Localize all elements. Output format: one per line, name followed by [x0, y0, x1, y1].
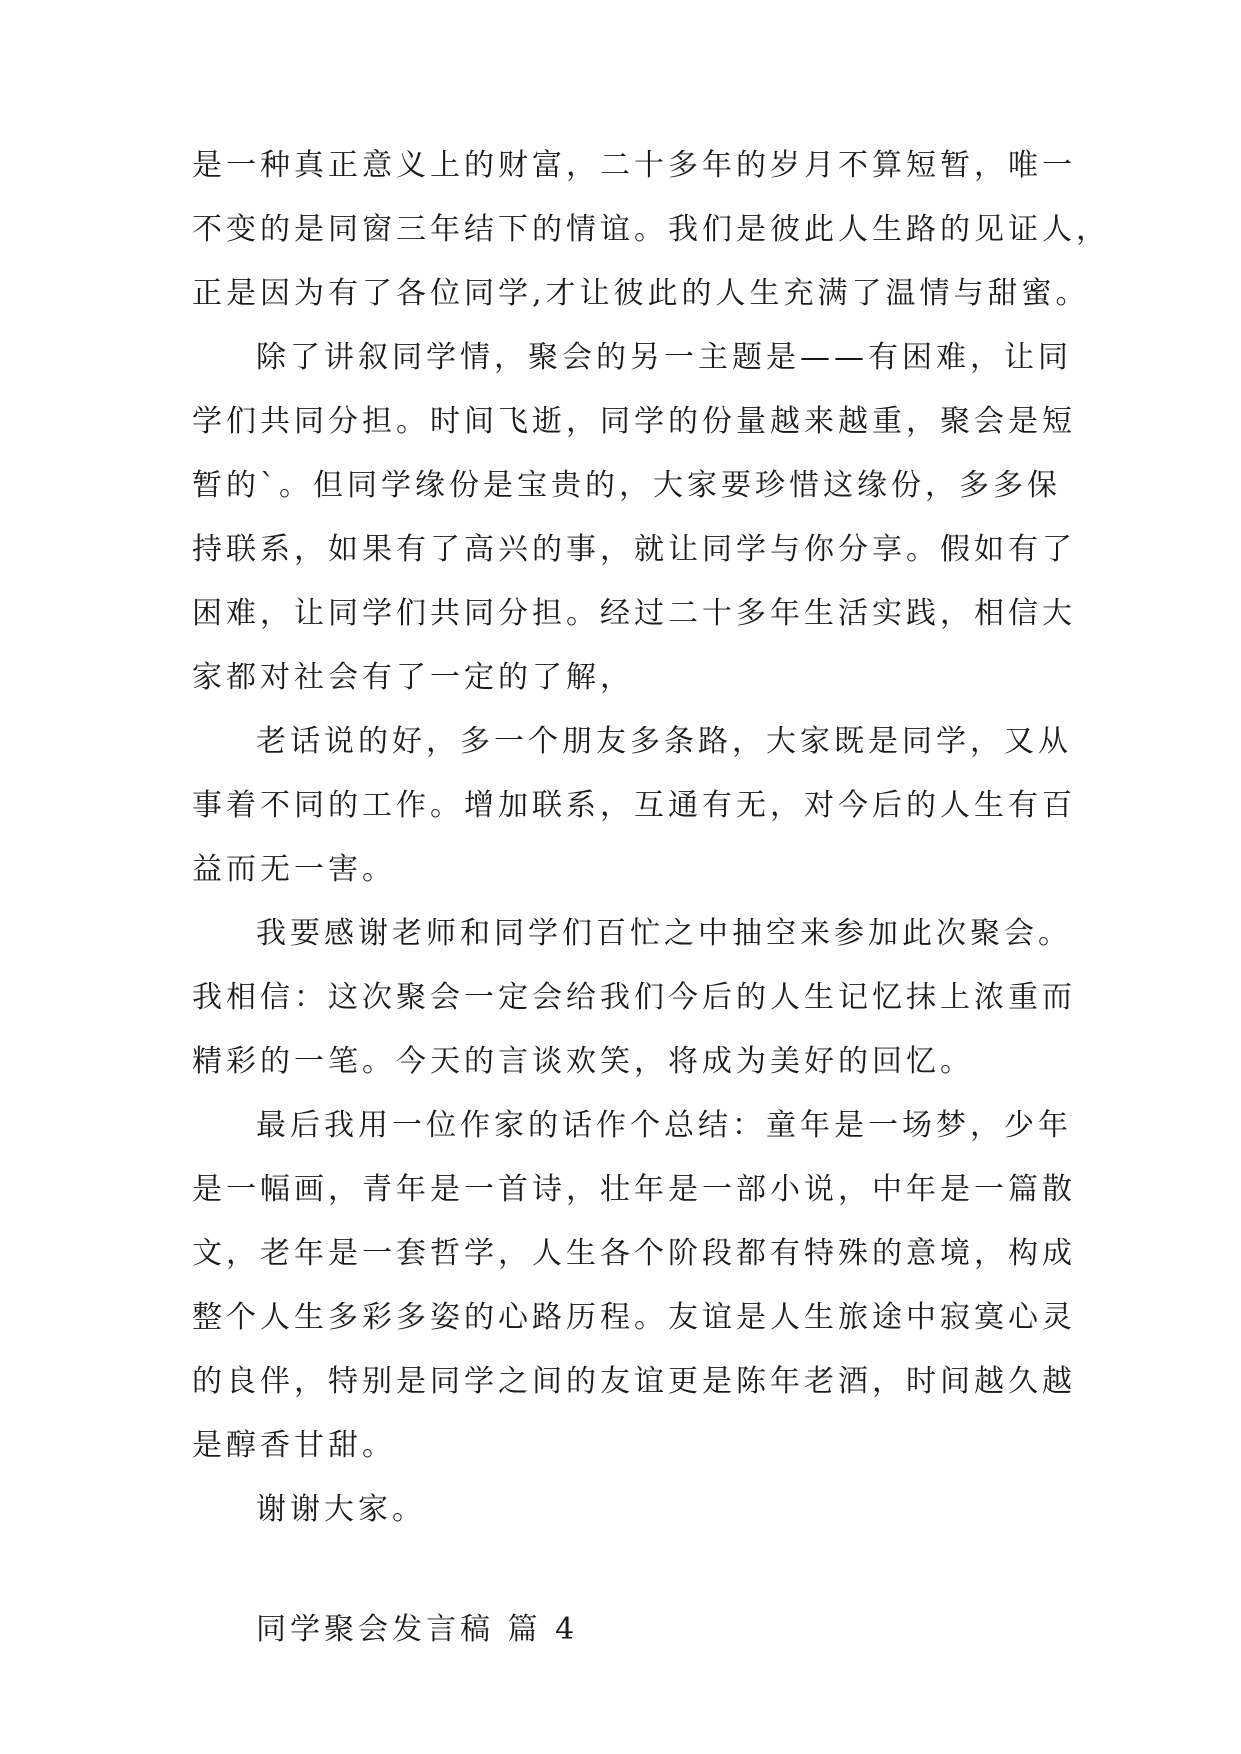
- paragraph-line: 是醇香甘甜。: [192, 1428, 396, 1463]
- paragraph-line: 益而无一害。: [192, 852, 396, 887]
- paragraph-line: 事着不同的工作。增加联系，互通有无，对今后的人生有百: [192, 788, 1076, 823]
- paragraph-line: 不变的是同窗三年结下的情谊。我们是彼此人生路的见证人，: [192, 212, 1110, 247]
- paragraph-line: 精彩的一笔。今天的言谈欢笑，将成为美好的回忆。: [192, 1044, 974, 1079]
- paragraph-line: 是一幅画，青年是一首诗，壮年是一部小说，中年是一篇散: [192, 1172, 1076, 1207]
- paragraph-line: 整个人生多彩多姿的心路历程。友谊是人生旅途中寂寞心灵: [192, 1300, 1076, 1335]
- paragraph-line: 的良伴，特别是同学之间的友谊更是陈年老酒，时间越久越: [192, 1364, 1076, 1399]
- paragraph-line: 老话说的好，多一个朋友多条路，大家既是同学，又从: [256, 724, 1072, 759]
- paragraph-line: 困难，让同学们共同分担。经过二十多年生活实践，相信大: [192, 596, 1076, 631]
- paragraph-line: 正是因为有了各位同学,才让彼此的人生充满了温情与甜蜜。: [192, 276, 1090, 311]
- section-heading: 同学聚会发言稿 篇 4: [256, 1612, 579, 1647]
- paragraph-line: 暂的`。但同学缘份是宝贵的，大家要珍惜这缘份，多多保: [192, 468, 1061, 503]
- paragraph-line: 持联系，如果有了高兴的事，就让同学与你分享。假如有了: [192, 532, 1076, 567]
- paragraph-line: 文，老年是一套哲学，人生各个阶段都有特殊的意境，构成: [192, 1236, 1076, 1271]
- paragraph-line: 除了讲叙同学情，聚会的另一主题是——有困难，让同: [256, 340, 1072, 375]
- paragraph-line: 是一种真正意义上的财富，二十多年的岁月不算短暂，唯一: [192, 148, 1076, 183]
- paragraph-line: 学们共同分担。时间飞逝，同学的份量越来越重，聚会是短: [192, 404, 1076, 439]
- closing-line: 谢谢大家。: [256, 1492, 426, 1527]
- paragraph-line: 我相信：这次聚会一定会给我们今后的人生记忆抹上浓重而: [192, 980, 1076, 1015]
- paragraph-line: 最后我用一位作家的话作个总结：童年是一场梦，少年: [256, 1108, 1072, 1143]
- paragraph-line: 我要感谢老师和同学们百忙之中抽空来参加此次聚会。: [256, 916, 1072, 951]
- paragraph-line: 家都对社会有了一定的了解，: [192, 660, 634, 695]
